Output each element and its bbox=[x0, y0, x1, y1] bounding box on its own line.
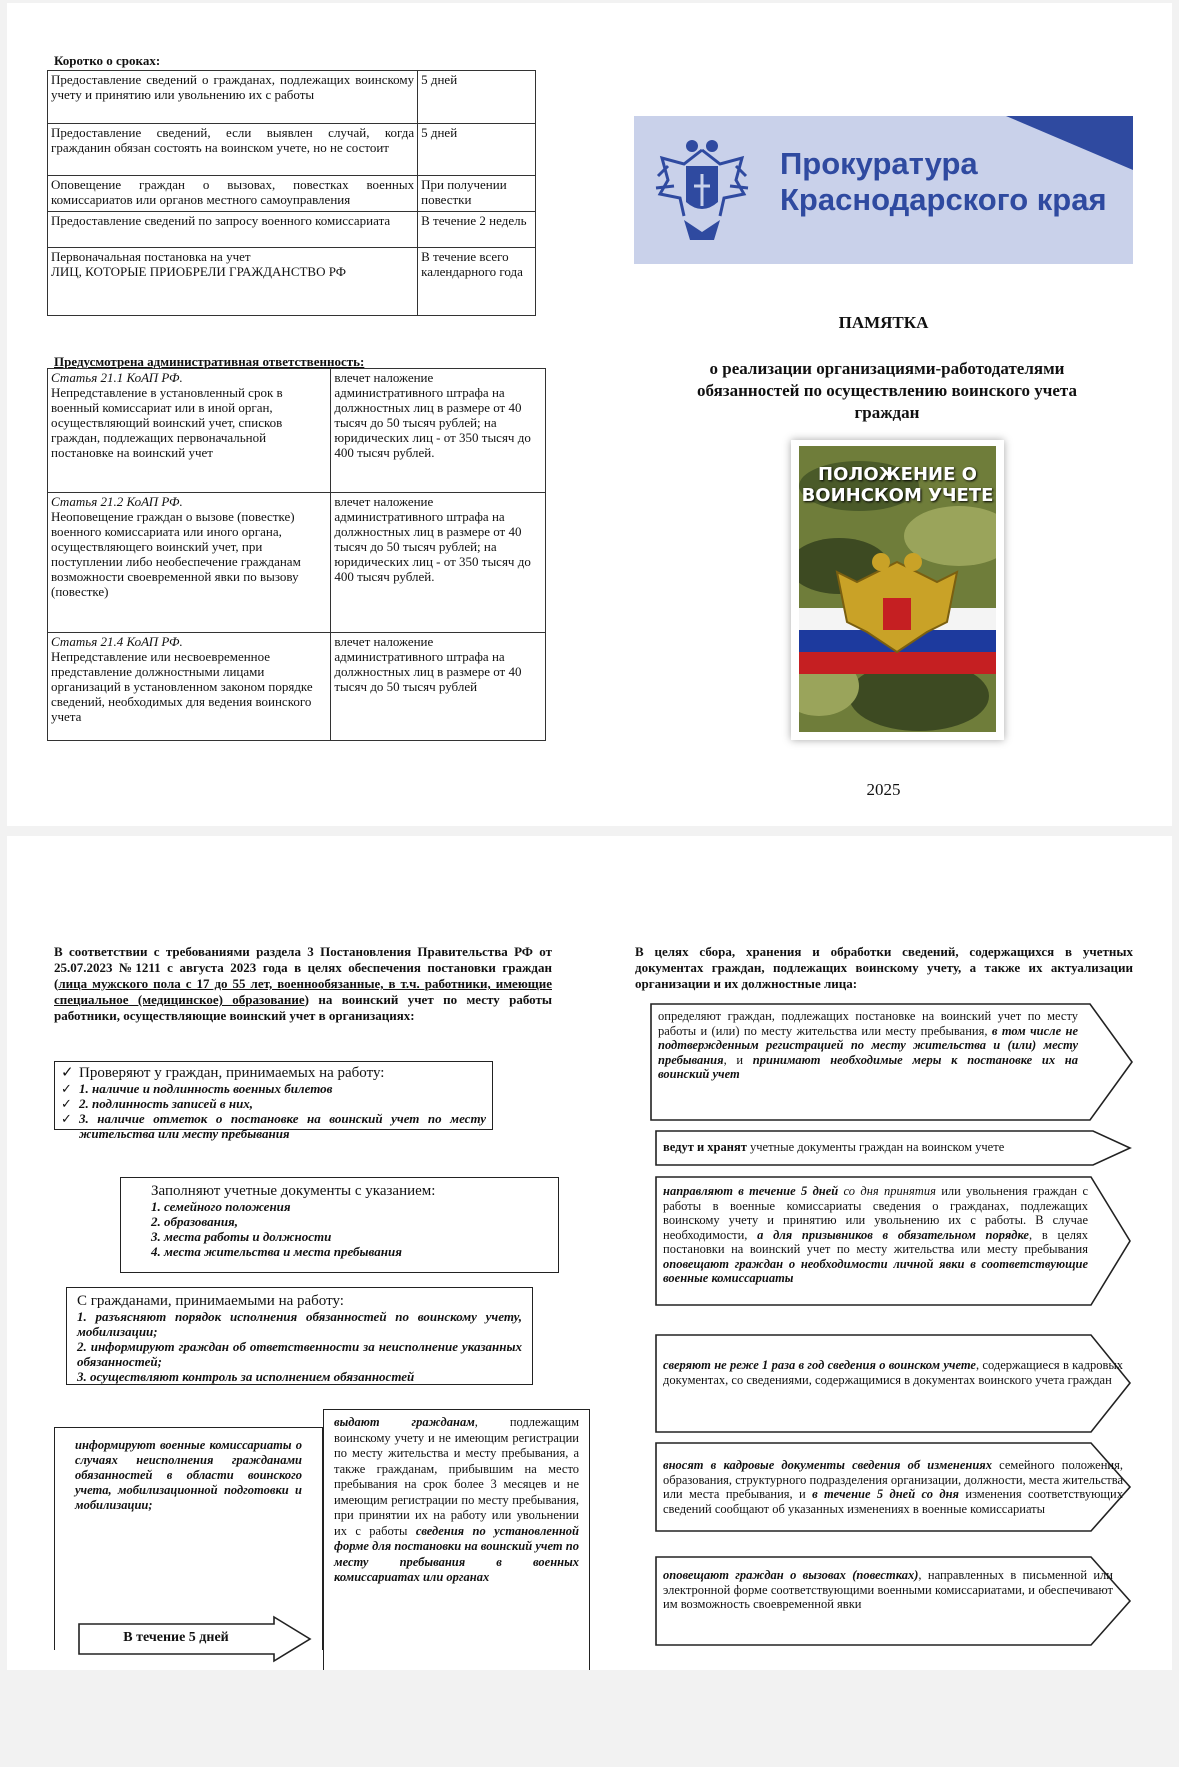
issue-box bbox=[323, 1409, 590, 1670]
term-value: 5 дней bbox=[418, 71, 536, 124]
duty-1-bold-2: принимают необходимые меры к постановке их на воинский учет bbox=[658, 1052, 1078, 1081]
terms-heading: Коротко о сроках: bbox=[54, 53, 161, 68]
duty-arrow-2 bbox=[655, 1130, 1131, 1166]
duty-text-3 bbox=[663, 1184, 1088, 1286]
issue-text: , подлежащим воинскому учету и не имеющим регистрации по месту жительства и месту пребывания, а также гражданам, прибывшим на место пребывания на срок более 3 месяцев и не имеющим регистрации по месту пребывания, при принятии их на работу или увольнении их с работы bbox=[334, 1415, 580, 1538]
duty-3-text-2: , в целях постановки на воинский учет по месту жительства или месту пребывания bbox=[663, 1227, 1088, 1256]
table-row bbox=[48, 212, 536, 248]
duty-text-6 bbox=[663, 1568, 1113, 1612]
duty-2-bold: ведут и хранят bbox=[663, 1140, 747, 1154]
duty-text-4 bbox=[663, 1358, 1123, 1387]
book-title: ПОЛОЖЕНИЕ О ВОИНСКОМ УЧЕТЕ bbox=[801, 464, 994, 506]
duty-6-text: , направленных в письменной или электронной форме соответствующими военными комиссариатами, и обеспечивают им возможность своевременной явки bbox=[663, 1568, 1113, 1611]
duty-text-2 bbox=[663, 1140, 1093, 1155]
article-cell bbox=[48, 633, 331, 741]
duty-3-bold-2: а для призывников в обязательном порядке bbox=[757, 1227, 1029, 1242]
duty-4-text: , содержащиеся в кадровых документах, со сведениями, содержащимися в документах воинского учета граждан bbox=[663, 1358, 1123, 1387]
fill-item: 3. места работы и должности bbox=[151, 1229, 332, 1244]
check-item: ✓ 1. наличие и подлинность военных билетов bbox=[61, 1081, 486, 1096]
term-value: 5 дней bbox=[418, 124, 536, 176]
duty-arrow-6 bbox=[655, 1556, 1131, 1646]
check-item: ✓ 3. наличие отметок о постановке на воинский учет по месту жительства или месту пребывания bbox=[61, 1111, 486, 1141]
term-value: При получении повестки bbox=[418, 176, 536, 212]
term-item: Оповещение граждан о вызовах, повестках военных комиссариатов или органов местного самоуправления bbox=[48, 176, 418, 212]
banner-line-2: Краснодарского края bbox=[780, 182, 1107, 217]
term-item: Предоставление сведений по запросу военного комиссариата bbox=[48, 212, 418, 248]
article-text: Неоповещение граждан о вызове (повестке) военного комиссариата или иного органа, осуществляющего воинский учет, при поступлении либо необеспечение гражданам возможности своевременной явки по вызову (повестке) bbox=[51, 509, 301, 599]
term-item: Предоставление сведений о гражданах, подлежащих воинскому учету и принятию или увольнению их с работы bbox=[48, 71, 418, 124]
article-text: Непредставление в установленный срок в военный комиссариат или в иной орган, осуществляющий воинский учет, списков граждан, подлежащих первоначальной постановке на воинский учет bbox=[51, 385, 283, 460]
banner-line-1: Прокуратура bbox=[780, 146, 978, 181]
explain-item: 3. осуществляют контроль за исполнением обязанностей bbox=[77, 1369, 415, 1384]
issue-bold-1: выдают гражданам bbox=[334, 1415, 475, 1429]
table-row bbox=[48, 176, 536, 212]
article-title: Статья 21.1 КоАП РФ. bbox=[51, 370, 183, 385]
explain-item: 1. разъясняют порядок исполнения обязанностей по воинскому учету, мобилизации; bbox=[77, 1309, 522, 1339]
table-row bbox=[48, 124, 536, 176]
five-days-arrow bbox=[78, 1616, 312, 1662]
table-row bbox=[48, 71, 536, 124]
duty-5-bold-1: вносят в кадровые документы сведения об изменениях bbox=[663, 1458, 992, 1472]
article-cell bbox=[48, 369, 331, 493]
year: 2025 bbox=[866, 780, 901, 799]
term-item bbox=[48, 248, 418, 316]
memo-subtitle: о реализации организациями-работодателями обязанностей по осуществлению воинского учета граждан bbox=[697, 359, 1077, 422]
duty-1-text-1: определяют граждан, подлежащих постановке на воинский учет по месту работы и (или) по месту жительства или месту пребывания, bbox=[658, 1009, 1078, 1038]
table-row bbox=[48, 369, 546, 493]
book-cover-art bbox=[799, 446, 996, 732]
check-item: ✓ 2. подлинность записей в них, bbox=[61, 1096, 486, 1111]
check-box bbox=[54, 1061, 493, 1141]
fill-box bbox=[120, 1177, 559, 1273]
article-cell bbox=[48, 493, 331, 633]
five-days-label: В течение 5 дней bbox=[123, 1630, 229, 1645]
explain-item: 2. информируют граждан об ответственности за неисполнение указанных обязанностей; bbox=[77, 1339, 522, 1369]
article-text: Непредставление или несвоевременное представление должностными лицами организаций в установленном законом порядке сведений, необходимых для ведения воинского учета bbox=[51, 649, 313, 724]
duty-6-bold: оповещают граждан о вызовах (повестках) bbox=[663, 1568, 919, 1582]
duty-arrow-5 bbox=[655, 1442, 1131, 1532]
explain-heading: С гражданами, принимаемыми на работу: bbox=[77, 1293, 344, 1309]
table-row bbox=[48, 633, 546, 741]
memo-title: ПАМЯТКА bbox=[838, 313, 929, 332]
intro-underlined: лица мужского пола с 17 до 55 лет, военнообязанные, в т.ч. работники, имеющие специальное (медицинское) образование bbox=[54, 976, 552, 1007]
term-value: В течение 2 недель bbox=[418, 212, 536, 248]
liability-table bbox=[47, 368, 546, 741]
inform-box: информируют военные комиссариаты о случаях неисполнения гражданами обязанностей в области воинского учета, мобилизационной подготовки и мобилизации; bbox=[54, 1427, 323, 1650]
duty-arrow-4 bbox=[655, 1334, 1131, 1433]
intro-paragraph bbox=[54, 944, 552, 1024]
duty-3-bold-3: оповещают граждан о необходимости личной явки в соответствующие военные комиссариаты bbox=[663, 1256, 1088, 1285]
prosecutor-banner bbox=[634, 116, 1133, 264]
liability-heading: Предусмотрена административная ответственность: bbox=[54, 354, 365, 369]
duty-arrow-3 bbox=[655, 1176, 1131, 1306]
term-item-caps: ЛИЦ, КОТОРЫЕ ПРИОБРЕЛИ ГРАЖДАНСТВО РФ bbox=[51, 264, 347, 279]
fill-item: 4. места жительства и места пребывания bbox=[151, 1244, 402, 1259]
duty-1-bold-1: в том числе не подтвержденным регистрацией по месту жительства и (или) месту пребывания bbox=[658, 1023, 1078, 1067]
penalty-cell: влечет наложение административного штрафа на должностных лиц в размере от 40 тысяч до 50 тысяч рублей; на юридических лиц - от 350 тысяч до 400 тысяч рублей. bbox=[331, 493, 546, 633]
article-title: Статья 21.2 КоАП РФ. bbox=[51, 494, 183, 509]
banner-title bbox=[780, 146, 1107, 218]
fill-heading: Заполняют учетные документы с указанием: bbox=[151, 1183, 436, 1199]
fill-item: 1. семейного положения bbox=[151, 1199, 291, 1214]
terms-table bbox=[47, 70, 536, 316]
right-intro: В целях сбора, хранения и обработки сведений, содержащихся в учетных документах граждан, подлежащих воинскому учету, а также их актуализации организации и их должностные лица: bbox=[635, 944, 1133, 991]
duty-3-text-1: или увольнения граждан с работы в военные комиссариаты сведения о гражданах, подлежащих воинскому учету и принятию или увольнению их с работы. В случае необходимости, bbox=[663, 1184, 1088, 1242]
duty-3-bold-1: направляют в течение 5 дней bbox=[663, 1184, 839, 1198]
duty-3-italic: со дня принятия bbox=[838, 1184, 936, 1198]
table-row bbox=[48, 493, 546, 633]
intro-text-2: ) на воинский учет по месту работы работники, осуществляющие воинский учет в организациях: bbox=[54, 992, 553, 1023]
penalty-cell: влечет наложение административного штрафа на должностных лиц в размере от 40 тысяч до 50 тысяч рублей bbox=[331, 633, 546, 741]
penalty-cell: влечет наложение административного штрафа на должностных лиц в размере от 40 тысяч до 50 тысяч рублей; на юридических лиц - от 350 тысяч до 400 тысяч рублей. bbox=[331, 369, 546, 493]
article-title: Статья 21.4 КоАП РФ. bbox=[51, 634, 183, 649]
duty-text-5 bbox=[663, 1458, 1123, 1516]
intro-text-1: В соответствии с требованиями раздела 3 Постановления Правительства РФ от 25.07.2023 №1211 с августа 2023 года в целях обеспечения постановки граждан ( bbox=[54, 944, 552, 991]
table-row bbox=[48, 248, 536, 316]
term-value: В течение всего календарного года bbox=[418, 248, 536, 316]
book-cover bbox=[791, 440, 1004, 740]
explain-box bbox=[66, 1287, 533, 1385]
duty-arrow-1 bbox=[650, 1003, 1133, 1121]
emblem-icon bbox=[654, 136, 750, 246]
duty-5-bold-2: в течение 5 дней со дня bbox=[812, 1487, 959, 1501]
duty-5-text-1: семейного положения, образования, структурного подразделения организации, должности, места жительства или места пребывания, и bbox=[663, 1458, 1123, 1501]
page-1 bbox=[7, 3, 1172, 826]
duty-text-1 bbox=[658, 1009, 1078, 1082]
term-item: Предоставление сведений, если выявлен случай, когда гражданин обязан состоять на воинском учете, но не состоит bbox=[48, 124, 418, 176]
fill-item: 2. образования, bbox=[151, 1214, 239, 1229]
term-item-text: Первоначальная постановка на учет bbox=[51, 249, 251, 264]
page-2 bbox=[7, 836, 1172, 1670]
duty-1-text-2: , и bbox=[723, 1052, 753, 1067]
issue-bold-2: сведения по установленной форме для постановки на воинский учет по месту пребывания в военных комиссариатах или органах bbox=[334, 1523, 580, 1584]
duty-4-bold: сверяют не реже 1 раза в год сведения о воинском учете bbox=[663, 1358, 976, 1372]
duty-5-text-2: изменения соответствующих сведений сообщают об указанных изменениях в военные комиссариаты bbox=[663, 1487, 1123, 1516]
duty-2-text: учетные документы граждан на воинском учете bbox=[746, 1140, 1005, 1154]
check-heading: ✓ Проверяют у граждан, принимаемых на работу: bbox=[61, 1066, 486, 1081]
